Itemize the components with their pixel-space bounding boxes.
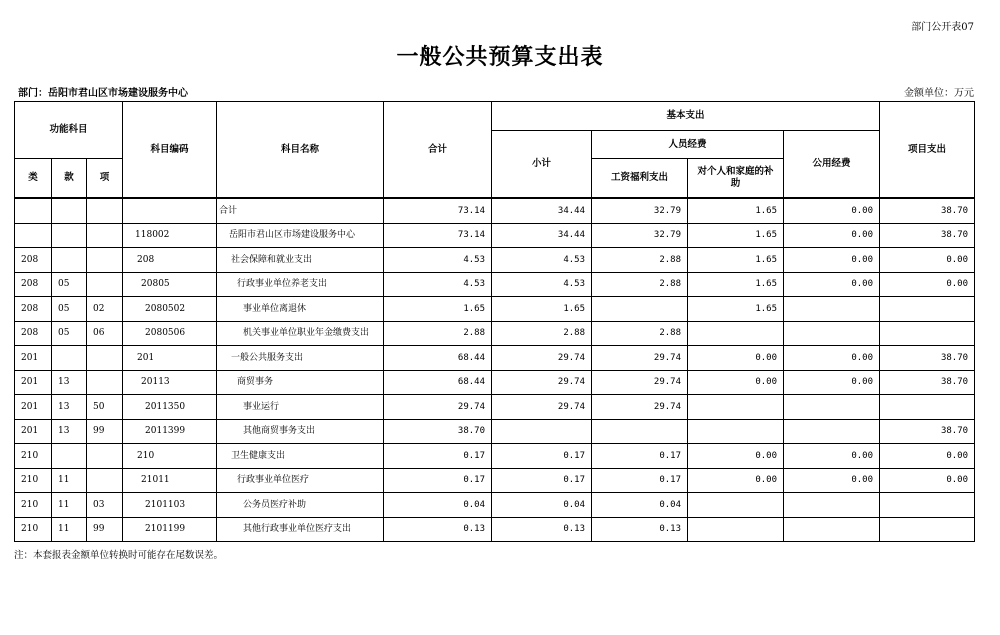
cell-subtotal: 1.65 [492,297,592,322]
cell-project-expense [880,297,975,322]
header-basic-expense: 基本支出 [492,102,880,131]
cell-project-expense [880,493,975,518]
cell-lei: 201 [15,419,52,444]
cell-total: 29.74 [384,395,492,420]
table-row [15,370,975,395]
cell-kuan: 11 [52,468,87,493]
cell-total: 1.65 [384,297,492,322]
cell-subtotal: 4.53 [492,272,592,297]
table-row [15,468,975,493]
cell-project-expense: 38.70 [880,198,975,223]
cell-public-expense: 0.00 [784,198,880,223]
cell-total: 73.14 [384,223,492,248]
cell-salary-welfare [592,297,688,322]
cell-lei [15,198,52,223]
cell-subject-code: 210 [123,444,217,469]
cell-total: 4.53 [384,248,492,273]
cell-salary-welfare: 29.74 [592,346,688,371]
cell-public-expense [784,395,880,420]
cell-family-subsidy: 0.00 [688,468,784,493]
cell-lei: 208 [15,321,52,346]
cell-salary-welfare: 29.74 [592,395,688,420]
cell-project-expense: 0.00 [880,248,975,273]
header-family-subsidy: 对个人和家庭的补助 [688,159,784,199]
header-salary-welfare: 工资福利支出 [592,159,688,199]
header-lei: 类 [15,159,52,199]
table-row [15,223,975,248]
cell-public-expense [784,493,880,518]
cell-total: 38.70 [384,419,492,444]
cell-subtotal: 34.44 [492,223,592,248]
cell-family-subsidy [688,321,784,346]
cell-kuan [52,444,87,469]
cell-lei: 210 [15,493,52,518]
cell-subject-name: 其他行政事业单位医疗支出 [217,517,384,542]
cell-xiang: 99 [87,419,123,444]
cell-kuan: 13 [52,419,87,444]
cell-subject-code: 2011399 [123,419,217,444]
cell-public-expense: 0.00 [784,370,880,395]
cell-lei: 208 [15,248,52,273]
cell-subject-code: 201 [123,346,217,371]
cell-public-expense: 0.00 [784,248,880,273]
cell-lei: 208 [15,297,52,322]
table-row [15,395,975,420]
cell-lei: 201 [15,370,52,395]
table-row [15,444,975,469]
header-function-subject: 功能科目 [15,102,123,159]
cell-xiang [87,272,123,297]
cell-public-expense [784,419,880,444]
cell-salary-welfare: 0.17 [592,468,688,493]
cell-kuan [52,198,87,223]
cell-subtotal: 0.17 [492,468,592,493]
cell-xiang: 02 [87,297,123,322]
header-project-expense: 项目支出 [880,102,975,199]
cell-subject-code: 20113 [123,370,217,395]
cell-salary-welfare: 2.88 [592,321,688,346]
cell-xiang: 50 [87,395,123,420]
cell-public-expense: 0.00 [784,444,880,469]
table-row [15,517,975,542]
cell-subject-name: 行政事业单位养老支出 [217,272,384,297]
cell-kuan [52,223,87,248]
cell-subject-name: 公务员医疗补助 [217,493,384,518]
cell-kuan: 13 [52,395,87,420]
cell-subject-name: 事业单位离退休 [217,297,384,322]
cell-total: 68.44 [384,346,492,371]
cell-family-subsidy: 1.65 [688,297,784,322]
cell-subject-code [123,198,217,223]
cell-subject-name: 机关事业单位职业年金缴费支出 [217,321,384,346]
cell-xiang [87,223,123,248]
cell-subtotal: 0.13 [492,517,592,542]
table-row [15,419,975,444]
amount-unit-label: 金额单位：万元 [904,88,974,99]
cell-subject-name: 行政事业单位医疗 [217,468,384,493]
cell-public-expense: 0.00 [784,223,880,248]
cell-public-expense [784,517,880,542]
cell-subject-name: 一般公共服务支出 [217,346,384,371]
cell-public-expense: 0.00 [784,272,880,297]
cell-subject-name: 商贸事务 [217,370,384,395]
cell-subtotal: 0.17 [492,444,592,469]
form-number: 部门公开表07 [911,22,974,33]
cell-subtotal: 0.04 [492,493,592,518]
cell-total: 73.14 [384,198,492,223]
cell-xiang [87,248,123,273]
cell-project-expense: 38.70 [880,346,975,371]
cell-total: 2.88 [384,321,492,346]
cell-salary-welfare: 0.13 [592,517,688,542]
cell-subject-name: 卫生健康支出 [217,444,384,469]
header-subtotal: 小计 [492,131,592,199]
cell-family-subsidy [688,419,784,444]
cell-salary-welfare: 0.17 [592,444,688,469]
cell-salary-welfare: 32.79 [592,223,688,248]
cell-subtotal: 4.53 [492,248,592,273]
cell-subject-code: 2101199 [123,517,217,542]
cell-salary-welfare: 29.74 [592,370,688,395]
cell-kuan: 11 [52,493,87,518]
cell-salary-welfare [592,419,688,444]
cell-subject-code: 2080502 [123,297,217,322]
table-row [15,493,975,518]
cell-lei [15,223,52,248]
cell-subject-code: 118002 [123,223,217,248]
cell-subject-name: 其他商贸事务支出 [217,419,384,444]
cell-project-expense: 38.70 [880,223,975,248]
header-public-expense: 公用经费 [784,131,880,199]
cell-subject-code: 2101103 [123,493,217,518]
cell-xiang [87,198,123,223]
cell-salary-welfare: 32.79 [592,198,688,223]
cell-xiang: 06 [87,321,123,346]
cell-total: 0.17 [384,444,492,469]
cell-lei: 208 [15,272,52,297]
cell-kuan: 05 [52,321,87,346]
cell-subject-code: 208 [123,248,217,273]
header-total: 合计 [384,102,492,199]
cell-family-subsidy: 1.65 [688,272,784,297]
cell-salary-welfare: 2.88 [592,248,688,273]
cell-salary-welfare: 0.04 [592,493,688,518]
cell-subject-code: 20805 [123,272,217,297]
cell-kuan [52,248,87,273]
cell-lei: 210 [15,444,52,469]
cell-kuan: 11 [52,517,87,542]
cell-family-subsidy: 1.65 [688,198,784,223]
cell-project-expense: 0.00 [880,468,975,493]
cell-salary-welfare: 2.88 [592,272,688,297]
cell-lei: 201 [15,395,52,420]
cell-subtotal: 2.88 [492,321,592,346]
department-label: 部门：岳阳市君山区市场建设服务中心 [18,88,188,99]
header-subject-name: 科目名称 [217,102,384,199]
cell-subject-code: 21011 [123,468,217,493]
cell-family-subsidy: 0.00 [688,444,784,469]
cell-xiang [87,370,123,395]
cell-kuan: 05 [52,272,87,297]
table-row [15,198,975,223]
cell-family-subsidy [688,395,784,420]
cell-subtotal: 29.74 [492,395,592,420]
cell-subtotal: 29.74 [492,346,592,371]
cell-kuan [52,346,87,371]
table-row [15,272,975,297]
cell-subtotal [492,419,592,444]
table-row [15,297,975,322]
cell-project-expense: 38.70 [880,419,975,444]
cell-xiang [87,468,123,493]
cell-subject-code: 2080506 [123,321,217,346]
cell-project-expense: 0.00 [880,272,975,297]
cell-total: 0.17 [384,468,492,493]
cell-total: 0.04 [384,493,492,518]
cell-lei: 210 [15,468,52,493]
cell-lei: 201 [15,346,52,371]
cell-total: 4.53 [384,272,492,297]
cell-total: 0.13 [384,517,492,542]
cell-public-expense [784,321,880,346]
cell-lei: 210 [15,517,52,542]
cell-xiang: 03 [87,493,123,518]
cell-public-expense: 0.00 [784,346,880,371]
cell-public-expense [784,297,880,322]
header-personnel: 人员经费 [592,131,784,159]
table-row [15,346,975,371]
table-row [15,248,975,273]
cell-kuan: 13 [52,370,87,395]
cell-family-subsidy: 0.00 [688,370,784,395]
cell-subject-name: 事业运行 [217,395,384,420]
cell-family-subsidy: 1.65 [688,223,784,248]
header-xiang: 项 [87,159,123,199]
cell-total: 68.44 [384,370,492,395]
cell-project-expense [880,395,975,420]
page-title: 一般公共预算支出表 [396,45,604,70]
cell-project-expense: 0.00 [880,444,975,469]
cell-project-expense: 38.70 [880,370,975,395]
cell-project-expense [880,517,975,542]
cell-subject-name: 社会保障和就业支出 [217,248,384,273]
cell-xiang [87,444,123,469]
cell-family-subsidy: 1.65 [688,248,784,273]
budget-table [14,101,975,542]
cell-family-subsidy [688,517,784,542]
header-subject-code: 科目编码 [123,102,217,199]
header-kuan: 款 [52,159,87,199]
cell-subject-name: 岳阳市君山区市场建设服务中心 [217,223,384,248]
cell-family-subsidy: 0.00 [688,346,784,371]
cell-subject-name: 合计 [217,198,384,223]
cell-kuan: 05 [52,297,87,322]
cell-public-expense: 0.00 [784,468,880,493]
cell-xiang [87,346,123,371]
footer-note: 注：本套报表金额单位转换时可能存在尾数误差。 [14,550,224,561]
cell-project-expense [880,321,975,346]
cell-family-subsidy [688,493,784,518]
cell-subtotal: 34.44 [492,198,592,223]
cell-subtotal: 29.74 [492,370,592,395]
table-row [15,321,975,346]
cell-subject-code: 2011350 [123,395,217,420]
cell-xiang: 99 [87,517,123,542]
